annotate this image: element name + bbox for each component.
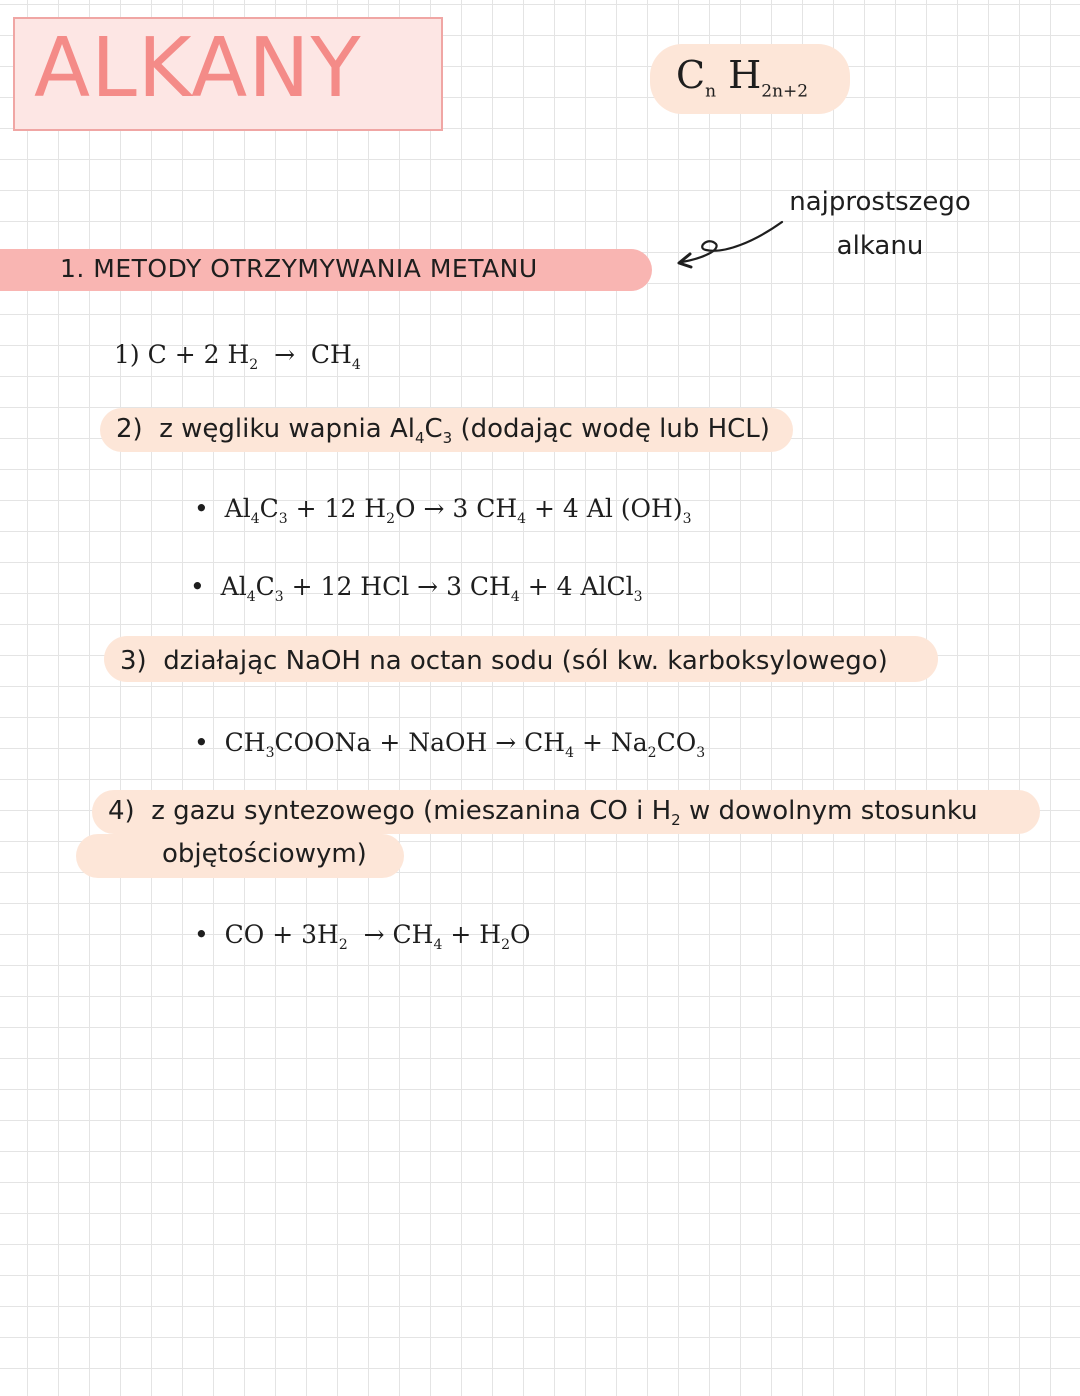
side-note-line1: najprostszego bbox=[789, 187, 971, 217]
general-formula: $C_n$ $H_{2n+2}$ bbox=[676, 53, 809, 102]
method-3-heading: 3) działając NaOH na octan sodu (sól kw. karboksylowego) bbox=[120, 646, 888, 676]
method-3-equation: • $CH_3COONa$ + NaOH → $CH_4 + Na_2CO_3$ bbox=[194, 728, 706, 761]
method-2-equation-1: • $Al_4C_3 + 12$ $H_2O \to 3$ $CH_4 + 4$ Al $(OH)_3$ bbox=[194, 494, 692, 527]
page-title: ALKANY bbox=[34, 21, 362, 116]
method-2-equation-2: • $Al_4C_3 + 12$ HCl → 3 $CH_4 + 4$ AlCl$_3$ bbox=[190, 572, 643, 605]
method-4-heading-line2: objętościowym) bbox=[162, 839, 367, 869]
curved-arrow-icon bbox=[674, 214, 794, 274]
method-4-equation: • CO + $3H_2 \to CH_4 + H_2O$ bbox=[194, 920, 531, 953]
side-note bbox=[780, 180, 980, 268]
side-note-line2: alkanu bbox=[836, 231, 924, 261]
method-4-heading: 4) z gazu syntezowego (mieszanina CO i $H_2$ w dowolnym stosunku bbox=[108, 796, 978, 830]
method-1-equation: 1) C + 2 $H_2 \to CH_4$ bbox=[114, 340, 361, 373]
section-heading: 1. METODY OTRZYMYWANIA METANU bbox=[60, 254, 538, 283]
method-2-heading: 2) z węgliku wapnia $Al_4C_3$ (dodając wodę lub HCL) bbox=[116, 414, 770, 448]
